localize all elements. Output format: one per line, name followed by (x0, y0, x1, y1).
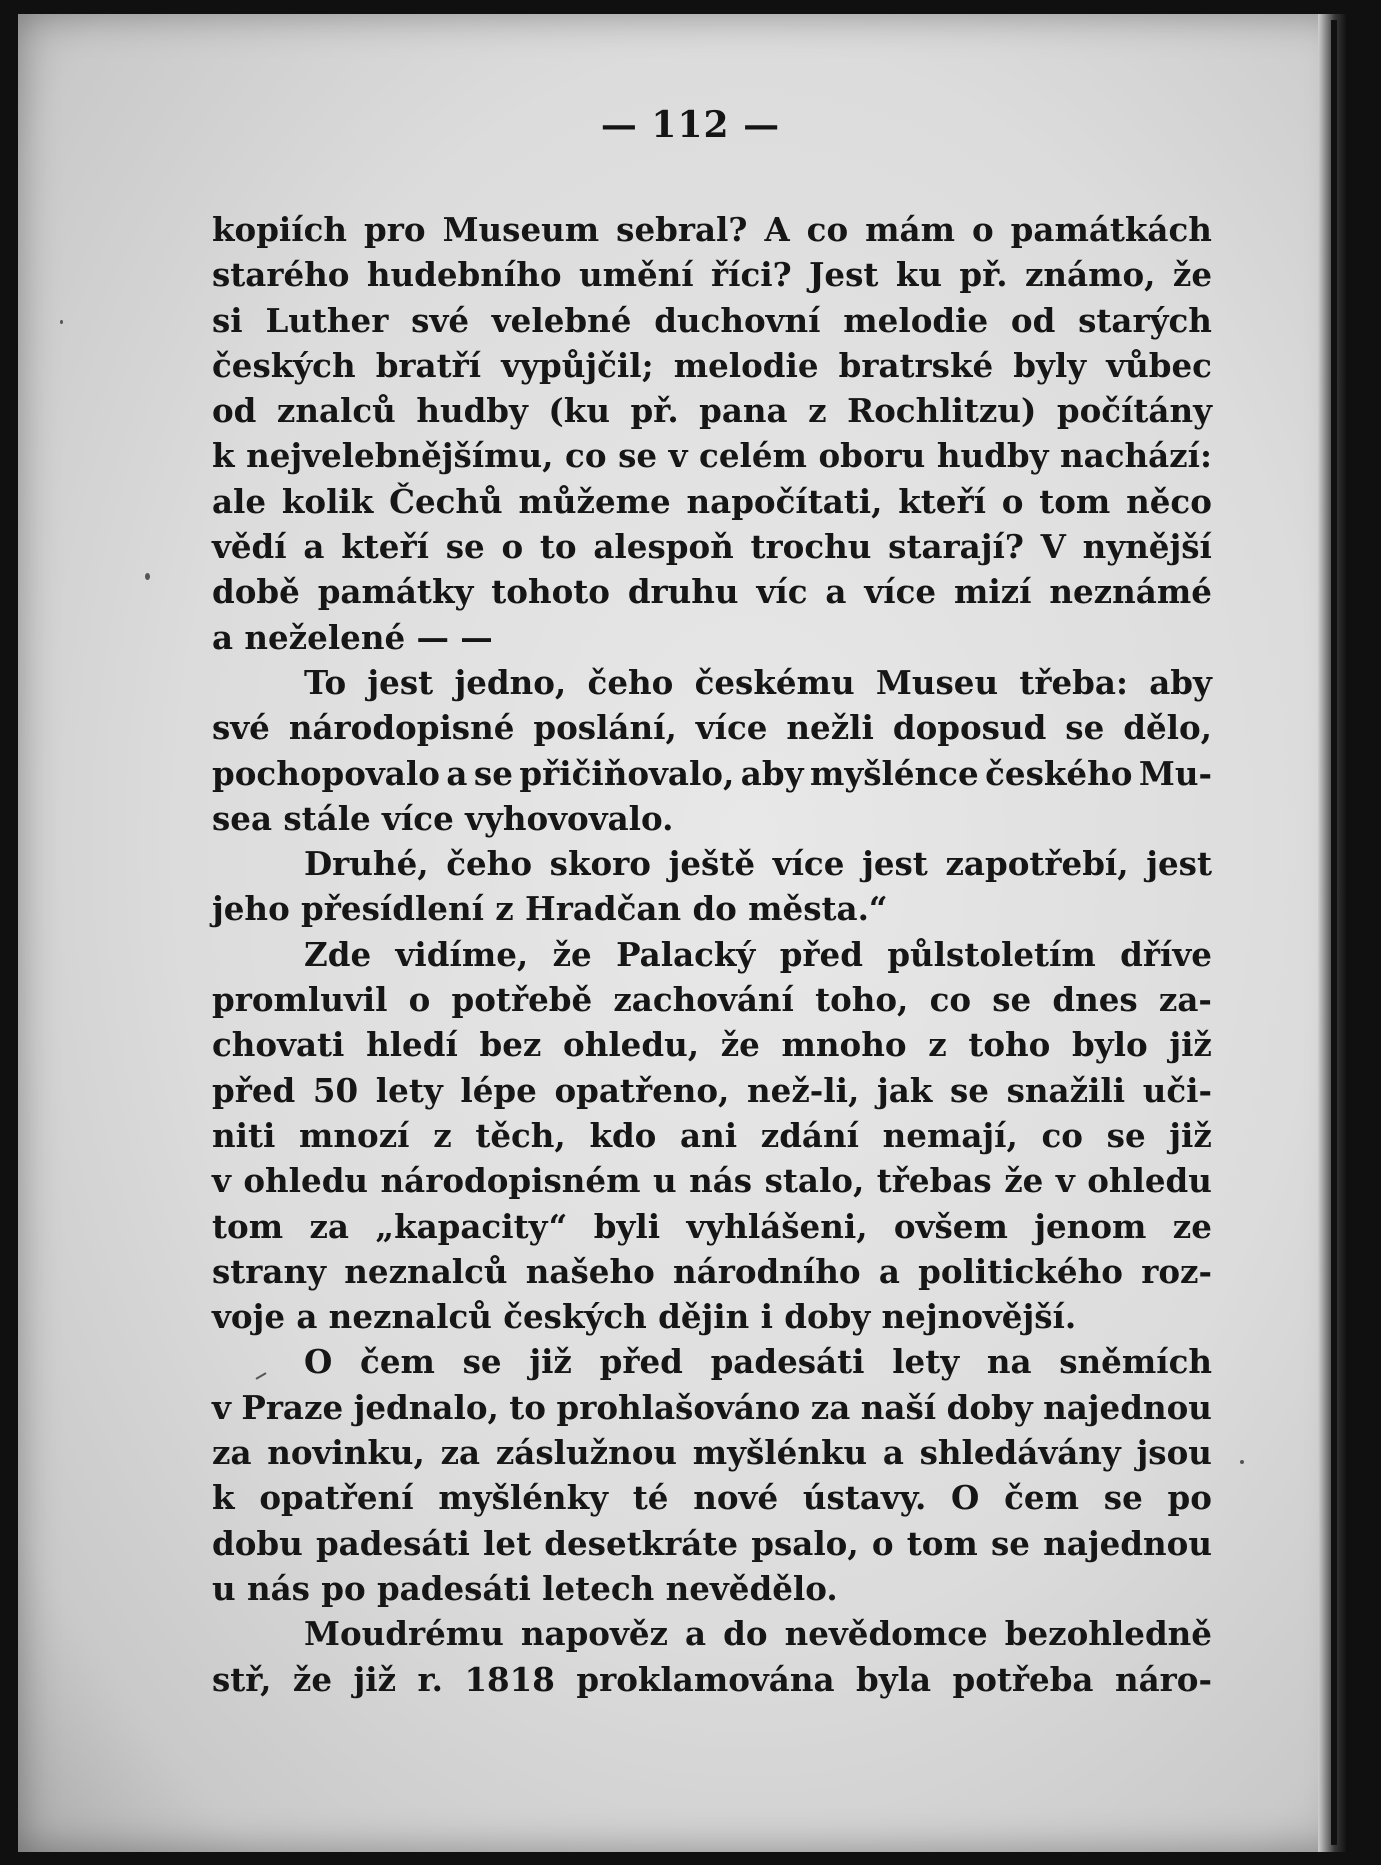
text-line: za novinku, za záslužnou myšlénku a shledávány jsou (212, 1433, 1212, 1473)
text-line: stř, že již r. 1818 proklamována byla potřeba náro- (212, 1659, 1212, 1699)
text-line: starého hudebního umění říci? Jest ku př. známo, že (212, 255, 1212, 295)
text-line: si Luther své velebné duchovní melodie od starých (212, 300, 1212, 340)
text-line: voje a neznalců českých dějin i doby nejnovější. (212, 1297, 1077, 1337)
text-line: Druhé, čeho skoro ještě více jest zapotřebí, jest (304, 844, 1212, 884)
text-line: vědí a kteří se o to alespoň trochu starají? V nynější (212, 527, 1212, 567)
text-line: niti mnozí z těch, kdo ani zdání nemají, co se již (212, 1115, 1212, 1155)
body-text (212, 207, 1212, 1702)
text-line: chovati hledí bez ohledu, že mnoho z toho bylo již (212, 1025, 1212, 1065)
text-line: ale kolik Čechů můžeme napočítati, kteří o tom něco (212, 481, 1212, 521)
text-line: pochopovalo a se přičiňovalo, aby myšlénce českého Mu- (212, 753, 1212, 793)
text-line: své národopisné poslání, více nežli doposud se dělo, (212, 708, 1212, 748)
binding-edge (1331, 20, 1337, 1845)
text-line: strany neznalců našeho národního a politického roz- (212, 1251, 1212, 1291)
text-line: sea stále více vyhovovalo. (212, 798, 674, 838)
text-line: k nejvelebnějšímu, co se v celém oboru hudby nachází: (212, 436, 1212, 476)
text-line: od znalců hudby (ku př. pana z Rochlitzu) počítány (212, 391, 1212, 431)
page-number: — 112 — (600, 104, 781, 146)
text-line: době památky tohoto druhu víc a více mizí neznámé (212, 572, 1212, 612)
text-line: tom za „kapacity“ byli vyhlášeni, ovšem jenom ze (212, 1206, 1212, 1246)
text-line: promluvil o potřebě zachování toho, co se dnes za- (212, 980, 1212, 1020)
text-line: Zde vidíme, že Palacký před půlstoletím dříve (304, 934, 1212, 974)
text-line: Moudrému napověz a do nevědomce bezohledně (304, 1614, 1212, 1654)
text-line: To jest jedno, čeho českému Museu třeba: aby (304, 662, 1212, 702)
text-line: k opatření myšlénky té nové ústavy. O čem se po (212, 1478, 1212, 1518)
text-line: před 50 lety lépe opatřeno, než-li, jak se snažili uči- (212, 1070, 1212, 1110)
text-line: kopiích pro Museum sebral? A co mám o památkách (212, 210, 1212, 249)
text-line: O čem se již před padesáti lety na sněmích (304, 1342, 1212, 1382)
text-line: u nás po padesáti letech nevědělo. (212, 1568, 838, 1608)
text-line: dobu padesáti let desetkráte psalo, o tom se najednou (212, 1523, 1212, 1563)
text-line: a neželené — — (212, 617, 493, 657)
text-line: českých bratří vypůjčil; melodie bratrské byly vůbec (212, 345, 1212, 385)
paper-speck (1240, 1460, 1244, 1464)
text-line: v ohledu národopisném u nás stalo, třebas že v ohledu (212, 1161, 1212, 1201)
paper-speck (60, 320, 63, 324)
text-line: jeho přesídlení z Hradčan do města.“ (212, 889, 888, 929)
text-line: v Praze jednalo, to prohlašováno za naší doby najednou (212, 1387, 1212, 1427)
paper-speck (145, 573, 150, 580)
